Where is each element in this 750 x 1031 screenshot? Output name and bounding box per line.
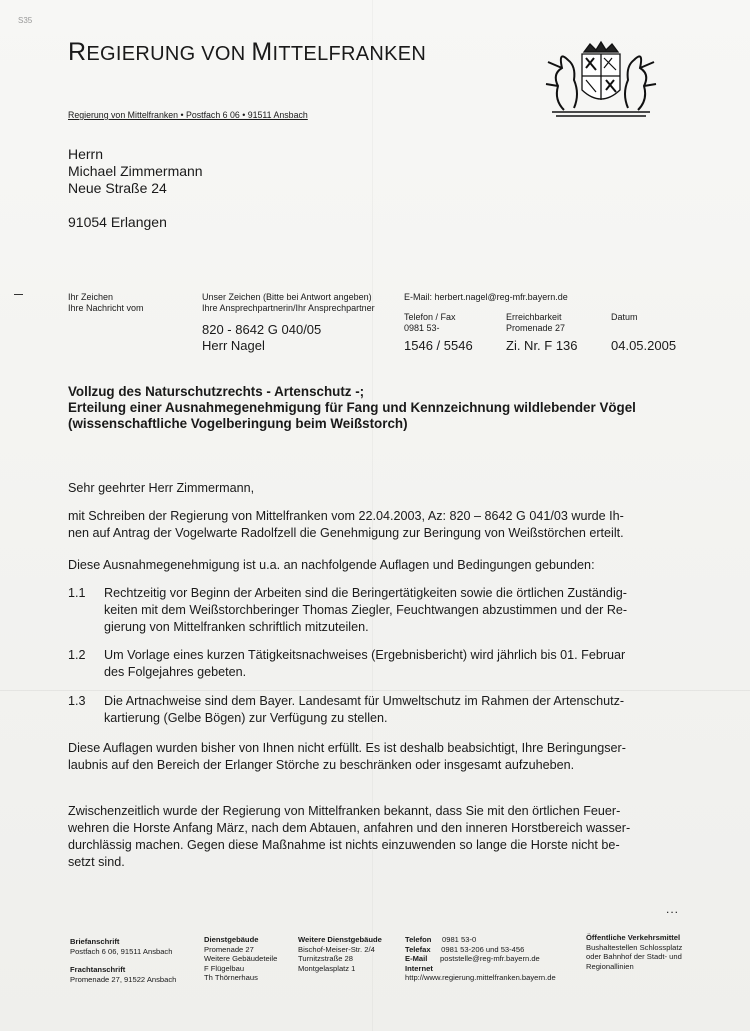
paper-fold: [0, 690, 750, 691]
telefon-value: 1546 / 5546: [404, 338, 473, 353]
footer-dienstgebaeude: Dienstgebäude Promenade 27 Weitere Gebäudeteile F Flügelbau Th Thörnerhaus: [204, 935, 278, 982]
unser-zeichen-value: 820 - 8642 G 040/05: [202, 322, 322, 337]
paragraph-1: mit Schreiben der Regierung von Mittelfranken vom 22.04.2003, Az: 820 – 8642 G 041/03 wurde Ih- nen auf Antrag der Vogelwarte Radolfzell die Genehmigung zur Beringung von Weißstörchen erteilt.: [68, 509, 624, 540]
paragraph-3: Diese Auflagen wurden bisher von Ihnen nicht erfüllt. Es ist deshalb beabsichtigt, Ihre Beringungser- laubnis auf den Bereich der Erlanger Störche zu beschränken oder insgesamt aufzuheben.: [68, 741, 626, 772]
letterhead-title: REGIERUNG VON MITTELFRANKEN: [68, 38, 427, 66]
return-address: Regierung von Mittelfranken • Postfach 6 06 • 91511 Ansbach: [68, 110, 308, 120]
footer-briefanschrift: Briefanschrift Postfach 6 06, 91511 Ansbach Frachtanschrift Promenade 27, 91522 Ansbach: [70, 937, 177, 984]
subject-line: (wissenschaftliche Vogelberingung beim Weißstorch): [68, 416, 408, 431]
datum-value: 04.05.2005: [611, 338, 677, 353]
recipient-street: Neue Straße 24: [68, 180, 167, 196]
subject: [68, 384, 636, 432]
footer-email-link[interactable]: poststelle@reg-mfr.bayern.de: [440, 954, 540, 963]
item-number: 1.3: [68, 694, 86, 708]
recipient-name: Michael Zimmermann: [68, 163, 203, 179]
footer-website-link[interactable]: http://www.regierung.mittelfranken.bayern.de: [405, 973, 556, 982]
zimmer-value: Zi. Nr. F 136: [506, 338, 578, 353]
item-number: 1.1: [68, 586, 86, 600]
ansprechpartner-label: Ihre Ansprechpartnerin/Ihr Ansprechpartner: [202, 303, 375, 313]
ihre-nachricht-label: Ihre Nachricht vom: [68, 303, 144, 313]
item-text: Rechtzeitig vor Beginn der Arbeiten sind die Beringertätigkeiten sowie die örtlichen Zuständig- keiten mit dem Weißstorchberinger Thomas Ziegler, Feuchtwangen abzustimmen und der Re- gierung von Mittelfranken schriftlich mitzuteilen.: [104, 586, 628, 634]
recipient-city: 91054 Erlangen: [68, 214, 167, 230]
list-item: [68, 647, 683, 681]
ihr-zeichen-label: Ihr Zeichen: [68, 292, 114, 302]
recipient-address: [68, 146, 203, 231]
pencil-mark: S35: [18, 16, 33, 25]
item-number: 1.2: [68, 648, 86, 662]
erreichbarkeit-place: Promenade 27: [506, 323, 566, 333]
footer-verkehrsmittel: Öffentliche Verkehrsmittel Bushaltestellen Schlossplatz oder Bahnhof der Stadt- und Regionallinien: [586, 933, 683, 971]
subject-line: Vollzug des Naturschutzrechts - Artenschutz -;: [68, 384, 365, 399]
footer-weitere-dienstgebaeude: Weitere Dienstgebäude Bischof-Meiser-Str. 2/4 Turnitzstraße 28 Montgelasplatz 1: [298, 935, 382, 973]
coat-of-arms-logo: [538, 40, 664, 120]
item-text: Um Vorlage eines kurzen Tätigkeitsnachweises (Ergebnisbericht) wird jährlich bis 01. Februar des Folgejahres gebeten.: [104, 648, 626, 679]
erreichbarkeit-label: Erreichbarkeit: [506, 312, 562, 322]
list-item: [68, 585, 683, 636]
list-item: [68, 693, 683, 727]
unser-zeichen-label: Unser Zeichen (Bitte bei Antwort angeben): [202, 292, 372, 302]
ansprechpartner-value: Herr Nagel: [202, 338, 265, 353]
item-text: Die Artnachweise sind dem Bayer. Landesamt für Umweltschutz im Rahmen der Artenschutz- kartierung (Gelbe Bögen) zur Verfügung zu stellen.: [104, 694, 625, 725]
fold-mark: [14, 294, 23, 295]
greeting: Sehr geehrter Herr Zimmermann,: [68, 481, 255, 495]
email-label: E-Mail: herbert.nagel@reg-mfr.bayern.de: [404, 292, 568, 302]
continuation-marker: ...: [666, 902, 680, 916]
recipient-salutation: Herrn: [68, 146, 104, 162]
paragraph-2: Diese Ausnahmegenehmigung ist u.a. an nachfolgende Auflagen und Bedingungen gebunden:: [68, 558, 595, 572]
paragraph-4: Zwischenzeitlich wurde der Regierung von Mittelfranken bekannt, dass Sie mit den örtlichen Feuer- wehren die Horste Anfang März, nach dem Abtauen, anfahren und den inneren Horstbereich wasser- durchlässig machen. Gegen diese Maßnahme ist nichts einzuwenden so lange die Horste nicht be- setzt sind.: [68, 804, 631, 869]
datum-label: Datum: [611, 312, 638, 322]
telefon-prefix: 0981 53-: [404, 323, 440, 333]
footer-kontakt: Telefon 0981 53-0 Telefax 0981 53-206 und 53-456 E-Mail poststelle@reg-mfr.bayern.de Internet http://www.regierung.mittelfranken.bayern.de: [405, 935, 556, 982]
telefon-label: Telefon / Fax: [404, 312, 456, 322]
subject-line: Erteilung einer Ausnahmegenehmigung für Fang und Kennzeichnung wildlebender Vögel: [68, 400, 636, 415]
